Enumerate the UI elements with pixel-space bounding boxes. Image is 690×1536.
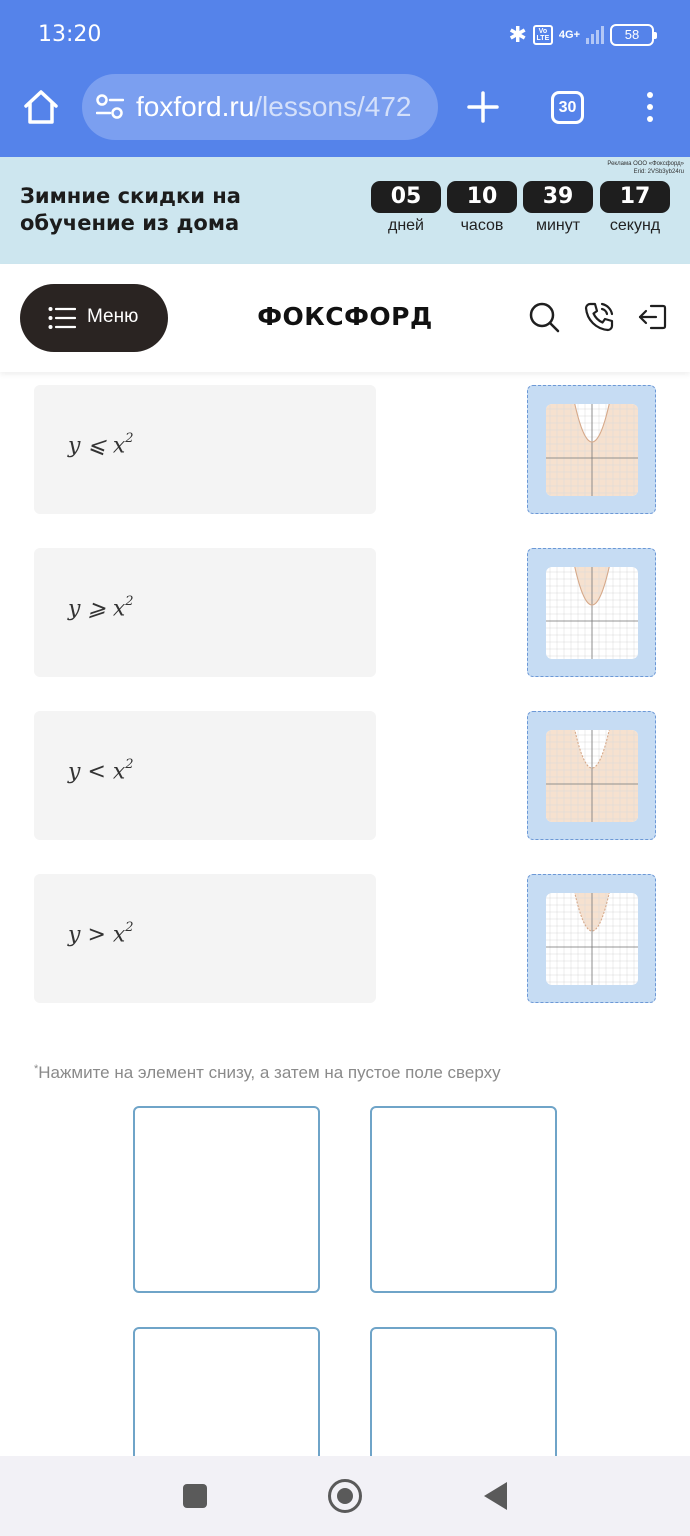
volte-icon: Vo LTE <box>533 25 553 45</box>
more-dots-icon <box>647 92 653 98</box>
phone-icon <box>582 300 616 334</box>
inequality-formula: y ⩽ $x^2$ <box>68 431 134 459</box>
task-hint <box>34 1063 501 1083</box>
countdown-label: дней <box>387 217 424 234</box>
answer-graph-card[interactable] <box>527 711 656 840</box>
countdown-seconds <box>600 181 670 235</box>
tab-switcher-button[interactable]: 30 <box>551 91 584 124</box>
drop-slot[interactable] <box>133 1106 320 1293</box>
drop-slot[interactable] <box>370 1106 557 1293</box>
ad-disclaimer-line1: Реклама ООО «Фоксфорд» <box>607 161 684 167</box>
answer-graph-card[interactable] <box>527 548 656 677</box>
url-path: /lessons/472 <box>254 91 412 122</box>
countdown-label: секунд <box>609 217 661 234</box>
search-icon <box>527 300 561 334</box>
battery-icon: 58 <box>610 24 654 46</box>
browser-chrome <box>0 0 690 157</box>
browser-menu-button[interactable] <box>640 92 660 126</box>
signal-icon <box>586 26 604 44</box>
countdown-days <box>371 181 441 235</box>
site-header <box>0 264 690 372</box>
formula-card <box>34 385 376 514</box>
network-type: 4G+ <box>558 29 580 41</box>
status-time: 13:20 <box>38 22 102 47</box>
ad-disclaimer <box>607 160 684 176</box>
bluetooth-icon: ✱ <box>508 22 527 47</box>
countdown-minutes <box>523 181 593 235</box>
formula-card <box>34 548 376 677</box>
countdown-label: часов <box>460 217 504 234</box>
url-host: foxford.ru <box>136 91 255 122</box>
banner-title: Зимние скидки на обучение из дома <box>20 184 241 235</box>
network-indicator <box>559 30 580 40</box>
home-icon <box>20 86 62 128</box>
call-button[interactable] <box>582 300 616 334</box>
address-bar[interactable] <box>82 74 438 140</box>
site-settings-icon <box>96 94 124 120</box>
url-text <box>136 91 412 123</box>
recent-apps-button[interactable] <box>183 1484 207 1508</box>
inequality-formula: y ⩾ $x^2$ <box>68 594 134 622</box>
home-circle-icon <box>337 1488 353 1504</box>
menu-label: Меню <box>87 306 139 327</box>
hint-mark: * <box>34 1063 39 1075</box>
inequality-formula: $y > x^2$ <box>68 920 134 948</box>
new-tab-button[interactable] <box>466 90 500 124</box>
formula-card <box>34 874 376 1003</box>
promo-banner[interactable] <box>0 157 690 264</box>
sign-in-icon <box>636 300 670 334</box>
login-button[interactable] <box>636 300 670 334</box>
answer-graph-card[interactable] <box>527 385 656 514</box>
parabola-graph <box>546 404 638 496</box>
parabola-graph <box>546 893 638 985</box>
browser-home-button[interactable] <box>20 86 62 128</box>
plus-icon <box>466 90 500 124</box>
site-logo[interactable]: ФОКСФОРД <box>257 302 433 331</box>
ad-disclaimer-line2: Erid: 2VSb3yb24ru <box>633 169 684 175</box>
formula-card <box>34 711 376 840</box>
countdown-hours <box>447 181 517 235</box>
parabola-graph <box>546 567 638 659</box>
system-navigation-bar <box>0 1456 690 1536</box>
answer-graph-card[interactable] <box>527 874 656 1003</box>
countdown-value: 10 <box>447 181 517 213</box>
countdown-label: минут <box>535 217 581 234</box>
parabola-graph <box>546 730 638 822</box>
hint-text: Нажмите на элемент снизу, а затем на пустое поле сверху <box>38 1063 501 1082</box>
countdown-value: 39 <box>523 181 593 213</box>
inequality-formula: $y < x^2$ <box>68 757 134 785</box>
search-button[interactable] <box>527 300 561 334</box>
countdown-value: 05 <box>371 181 441 213</box>
back-button[interactable] <box>484 1482 507 1510</box>
countdown-value: 17 <box>600 181 670 213</box>
system-home-button[interactable] <box>328 1479 362 1513</box>
status-icons <box>508 22 654 48</box>
